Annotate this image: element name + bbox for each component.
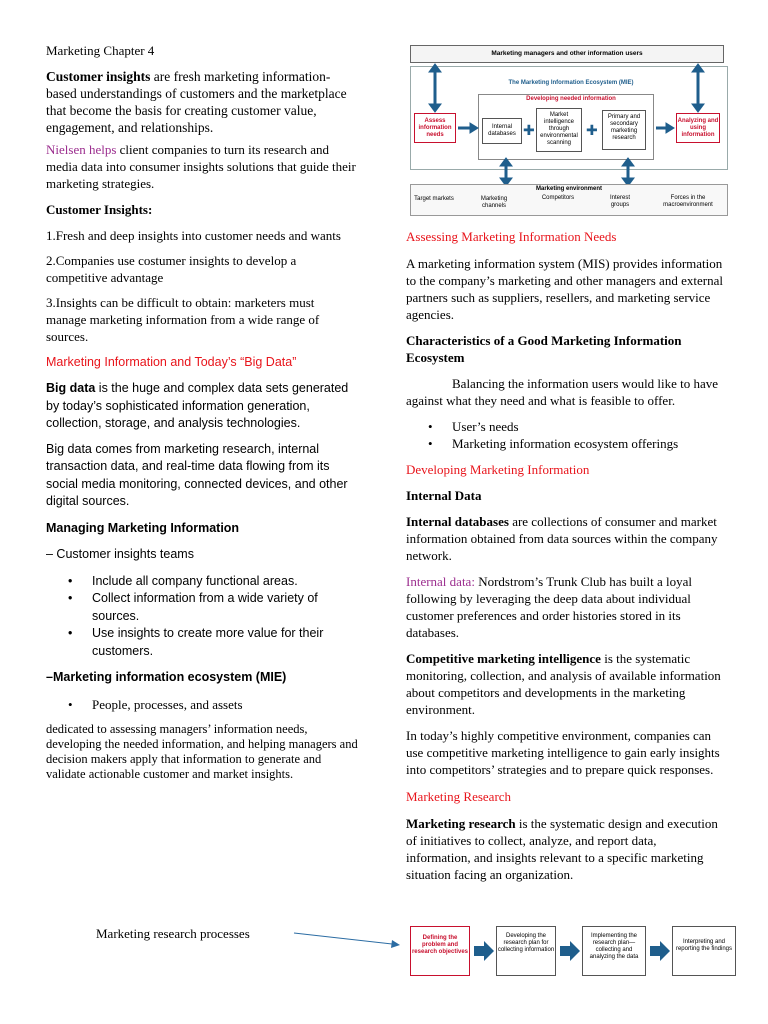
arrow-right-icon xyxy=(650,941,670,961)
term: Competitive marketing intelligence xyxy=(406,651,601,666)
definition-text: is the systematic monitoring, collection, and analysis of available information about competitors and developments in the marketing environment. xyxy=(406,651,721,717)
definition-text: is the huge and complex data sets generated by today’s sophisticated information generation, collection, storage, and analysis technologies. xyxy=(46,381,349,430)
arrow-right-icon xyxy=(474,941,494,961)
internal-data-link[interactable]: Internal data: xyxy=(406,574,475,589)
list-item: • User’s needs xyxy=(406,418,724,435)
process-step: Developing the research plan for collecting information xyxy=(496,926,556,976)
left-column xyxy=(46,42,358,782)
mie-list xyxy=(46,696,358,713)
balance-paragraph: Balancing the information users would like to have against what they need and what is feasible to offer. xyxy=(406,376,719,408)
nordstrom-text: Nordstrom’s Trunk Club has built a loyal following by leveraging the deep data about individual customer preferences and order histories stored in its databases. xyxy=(406,574,692,640)
definition-text: are fresh marketing information-based understandings of customers and the marketplace that become the basis for creating customer value, engagement, and relationships. xyxy=(46,69,347,135)
big-data-sources: Big data comes from marketing research, internal transaction data, and real-time data flowing from its social media monitoring, connected devices, and other digital sources. xyxy=(46,441,348,508)
list-item: • Include all company functional areas. xyxy=(46,573,358,591)
list-item: • Use insights to create more value for their customers. xyxy=(46,625,358,660)
competitive-paragraph: In today’s highly competitive environment, companies can use competitive marketing intelligence to gain early insights into competitors’ strategies and to prepare quick responses. xyxy=(406,728,720,777)
internal-data-heading: Internal Data xyxy=(406,488,482,503)
mie-description: dedicated to assessing managers’ information needs, developing the needed information, and helping managers and decision makers apply that information to generate and validate actionable customer and market insights. xyxy=(46,722,358,781)
env-item: Interest groups xyxy=(609,195,630,208)
plus-icon: ✚ xyxy=(523,122,535,138)
list-item: • Collect information from a wide variety of sources. xyxy=(46,590,358,625)
environment-title: Marketing environment xyxy=(535,186,602,192)
arrow-right-icon xyxy=(470,123,478,133)
process-step: Defining the problem and research objectives xyxy=(410,926,470,976)
managing-heading: Managing Marketing Information xyxy=(46,520,240,535)
needs-list xyxy=(406,418,724,452)
arrow-down-icon xyxy=(692,104,704,112)
team-list xyxy=(46,573,358,661)
assess-heading: Assessing Marketing Information Needs xyxy=(406,229,617,244)
env-item: Target markets xyxy=(414,196,454,202)
mie-diagram xyxy=(406,40,730,220)
marketing-research-heading: Marketing Research xyxy=(406,789,512,804)
process-arrows xyxy=(406,922,746,980)
term: Customer insights xyxy=(46,69,151,84)
developing-title: Developing needed information xyxy=(526,96,616,102)
mis-paragraph: A marketing information system (MIS) provides information to the company’s marketing and other managers and external partners such as suppliers, resellers, and marketing service agencies. xyxy=(406,256,723,322)
analyze-box: Analyzing and using information xyxy=(676,113,720,143)
nielsen-link[interactable]: Nielsen helps xyxy=(46,142,117,157)
chapter-title: Marketing Chapter 4 xyxy=(46,43,155,58)
internal-databases-paragraph xyxy=(406,513,724,564)
env-item: Competitors xyxy=(541,195,575,201)
env-item: Marketing channels xyxy=(480,196,508,209)
intel-box: Market intelligence through environmental scanning xyxy=(536,108,582,152)
research-box: Primary and secondary marketing research xyxy=(602,110,646,150)
right-column xyxy=(406,228,724,883)
marketing-research-paragraph xyxy=(406,815,724,883)
list-item: • People, processes, and assets xyxy=(46,696,358,713)
ecosystem-title: The Marketing Information Ecosystem (MIE) xyxy=(508,80,634,86)
customer-insights-definition xyxy=(46,68,358,136)
big-data-heading: Marketing Information and Today’s “Big Data” xyxy=(46,355,297,369)
insight-item-2: 2.Companies use costumer insights to develop a competitive advantage xyxy=(46,253,297,285)
pointer-arrow xyxy=(292,930,404,950)
mie-heading: –Marketing information ecosystem (MIE) xyxy=(46,670,287,684)
arrow-up-icon xyxy=(692,64,704,72)
arrow-up-icon xyxy=(429,64,441,72)
insight-item-1: 1.Fresh and deep insights into customer needs and wants xyxy=(46,228,341,243)
process-step: Interpreting and reporting the findings xyxy=(672,926,736,976)
arrow-right-icon xyxy=(666,123,674,133)
term: Internal databases xyxy=(406,514,509,529)
insight-item-3: 3.Insights can be difficult to obtain: marketers must manage marketing information from a wide range of sources. xyxy=(46,295,320,344)
assess-box: Assess information needs xyxy=(414,113,456,143)
list-item: • Marketing information ecosystem offerings xyxy=(406,435,724,452)
term: Big data xyxy=(46,381,96,395)
developing-heading: Developing Marketing Information xyxy=(406,462,590,477)
nielsen-paragraph xyxy=(46,141,358,192)
process-label: Marketing research processes xyxy=(96,926,250,941)
nordstrom-paragraph xyxy=(406,573,724,641)
teams-line: – Customer insights teams xyxy=(46,546,194,561)
arrow-down-icon xyxy=(429,104,441,112)
arrow-right-icon xyxy=(560,941,580,961)
nielsen-text: client companies to turn its research and media data into consumer insights solutions that guide their marketing strategies. xyxy=(46,142,356,191)
internal-box: Internal databases xyxy=(482,118,522,144)
plus-icon: ✚ xyxy=(586,122,598,138)
process-step: Implementing the research plan—collecting and analyzing the data xyxy=(582,926,646,976)
env-item: Forces in the macroenvironment xyxy=(663,195,713,208)
users-bar: Marketing managers and other information users xyxy=(410,45,724,63)
customer-insights-heading: Customer Insights: xyxy=(46,202,153,217)
research-process-diagram xyxy=(406,922,746,980)
big-data-definition xyxy=(46,380,358,433)
characteristics-heading: Characteristics of a Good Marketing Information Ecosystem xyxy=(406,333,682,365)
definition-text: are collections of consumer and market information obtained from data sources within the company network. xyxy=(406,514,718,563)
term: Marketing research xyxy=(406,816,516,831)
definition-text: is the systematic design and execution of initiatives to collect, analyze, and report data, information, and insights relevant to a specific marketing situation facing an organization. xyxy=(406,816,718,882)
cmi-paragraph xyxy=(406,650,724,718)
